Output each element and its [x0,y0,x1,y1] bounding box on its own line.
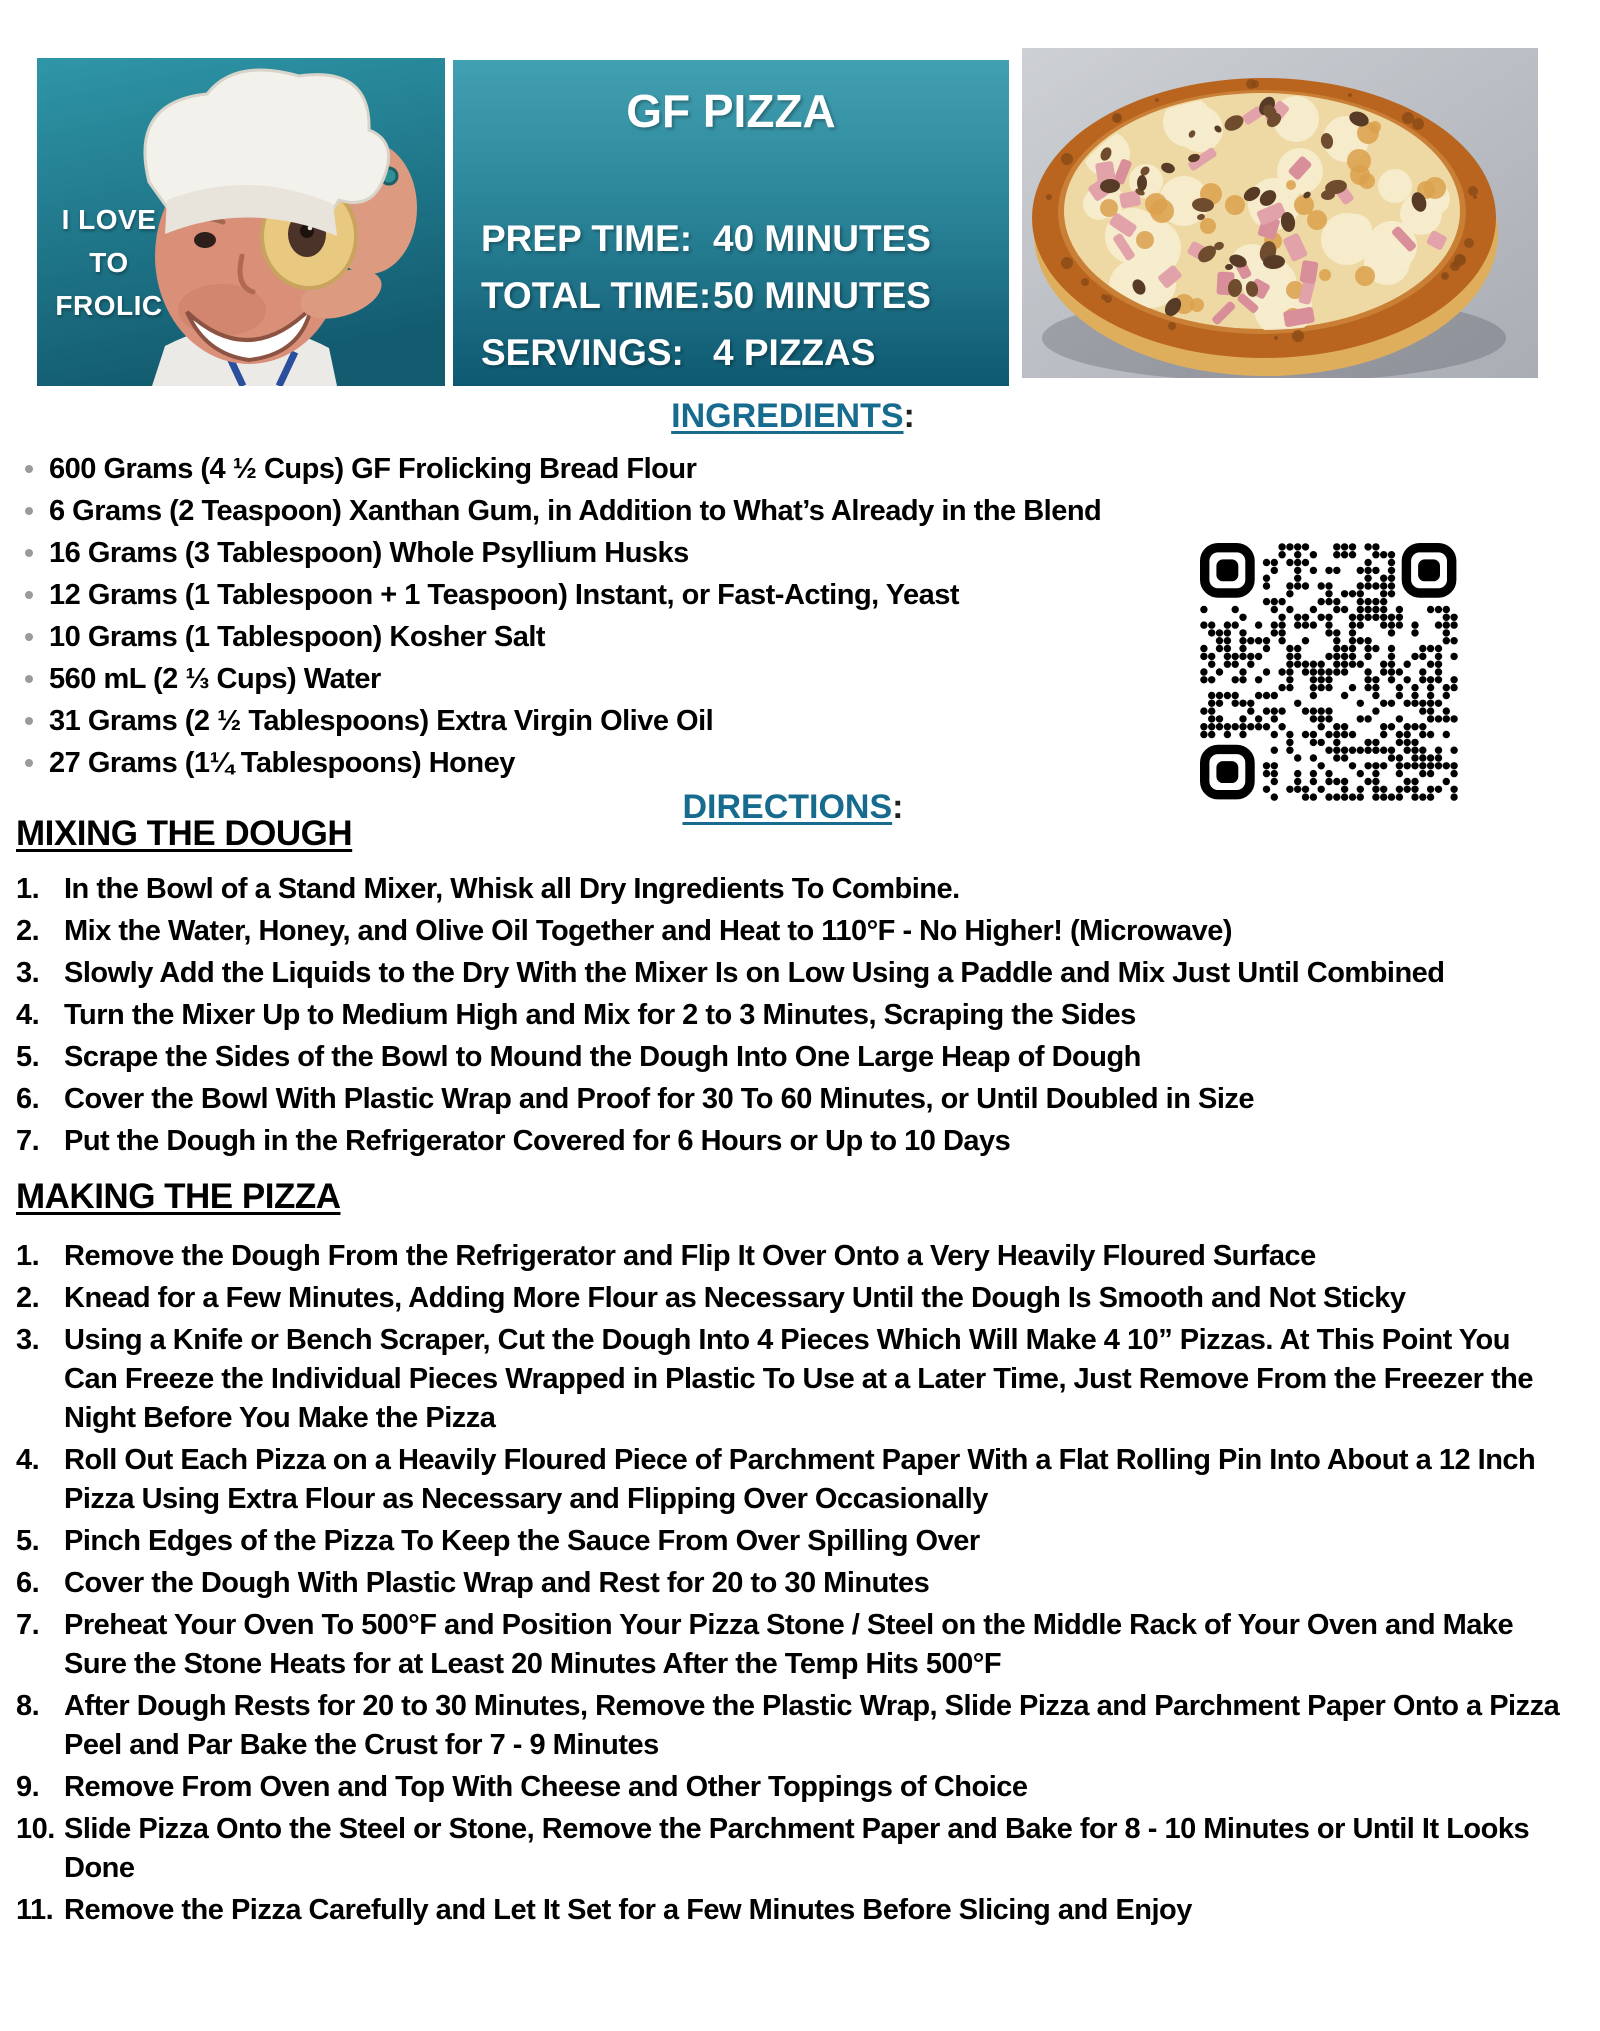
recipe-body [16,396,1570,1933]
ingredient-item [16,532,1570,574]
meta-label: TOTAL TIME: [481,275,712,316]
direction-step: Cover the Dough With Plastic Wrap and Rest for 20 to 30 Minutes [64,1567,930,1599]
ingredient-text: 27 Grams (1¼ Tablespoons) Honey [49,747,515,779]
caption-line-2: TO [89,247,129,278]
bullet-dot-icon [25,591,33,599]
meta-row [481,267,999,324]
directions-heading-text: DIRECTIONS [682,788,893,826]
bullet-dot-icon [25,675,33,683]
ingredient-item [16,490,1570,532]
direction-step: After Dough Rests for 20 to 30 Minutes, Remove the Plastic Wrap, Slide Pizza and Parchment Paper Onto a Pizza Peel and Par Bake the Crust for 7 - 9 Minutes [64,1690,1560,1761]
direction-step: Remove From Oven and Top With Cheese and Other Toppings of Choice [64,1771,1028,1803]
ingredient-item [16,658,1570,700]
ingredient-item [16,574,1570,616]
bullet-dot-icon [25,717,33,725]
photo-caption [45,198,173,327]
ingredient-text: 31 Grams (2 ½ Tablespoons) Extra Virgin Olive Oil [49,705,714,737]
ingredient-item [16,448,1570,490]
direction-step: Cover the Bowl With Plastic Wrap and Proof for 30 To 60 Minutes, or Until Doubled in Size [64,1083,1255,1115]
meta-label: PREP TIME: [481,218,693,259]
meta-value: 50 MINUTES [713,275,931,316]
section-heading-making: MAKING THE PIZZA [16,1177,341,1216]
direction-step: Scrape the Sides of the Bowl to Mound the Dough Into One Large Heap of Dough [64,1041,1141,1073]
directions-heading-row [16,788,1570,853]
bullet-dot-icon [25,633,33,641]
direction-step: Turn the Mixer Up to Medium High and Mix for 2 to 3 Minutes, Scraping the Sides [64,999,1136,1031]
ingredient-text: 10 Grams (1 Tablespoon) Kosher Salt [49,621,546,653]
direction-step: Remove the Pizza Carefully and Let It Set for a Few Minutes Before Slicing and Enjoy [64,1894,1192,1926]
direction-step: Using a Knife or Bench Scraper, Cut the Dough Into 4 Pieces Which Will Make 4 10” Pizzas. At This Point You Can Freeze the Individual Pieces Wrapped in Plastic To Use at a Later Time, Just Remove From the Freezer the Night Before You Make the Pizza [64,1324,1533,1434]
direction-step: Slide Pizza Onto the Steel or Stone, Remove the Parchment Paper and Bake for 8 - 10 Minutes or Until It Looks Done [64,1813,1530,1884]
direction-step: Slowly Add the Liquids to the Dry With the Mixer Is on Low Using a Paddle and Mix Just Until Combined [64,957,1445,989]
meta-row [481,210,999,267]
directions-heading-colon: : [892,788,904,826]
direction-step: Pinch Edges of the Pizza To Keep the Sauce From Over Spilling Over [64,1525,980,1557]
ingredients-list [16,448,1570,784]
caption-line-1: I LOVE [61,204,157,235]
bullet-dot-icon [25,759,33,767]
ingredient-text: 12 Grams (1 Tablespoon + 1 Teaspoon) Instant, or Fast-Acting, Yeast [49,579,960,611]
ingredient-text: 560 mL (2 ⅓ Cups) Water [49,663,381,695]
recipe-title: GF PIZZA [626,85,836,137]
direction-step: Knead for a Few Minutes, Adding More Flour as Necessary Until the Dough Is Smooth and Not Sticky [64,1282,1406,1314]
direction-step: Mix the Water, Honey, and Olive Oil Together and Heat to 110°F - No Higher! (Microwave) [64,915,1233,947]
bullet-dot-icon [25,549,33,557]
chef-with-dough-ring-photo [37,58,445,386]
ingredient-item [16,616,1570,658]
ingredient-item [16,742,1570,784]
meta-value: 4 PIZZAS [713,332,876,373]
meta-value: 40 MINUTES [713,218,931,259]
meta-label: SERVINGS: [481,332,684,373]
ingredients-heading [16,396,1570,436]
ingredient-text: 16 Grams (3 Tablespoon) Whole Psyllium Husks [49,537,689,569]
direction-step: Remove the Dough From the Refrigerator and Flip It Over Onto a Very Heavily Floured Surface [64,1240,1316,1272]
direction-step: In the Bowl of a Stand Mixer, Whisk all Dry Ingredients To Combine. [64,873,960,905]
direction-step: Roll Out Each Pizza on a Heavily Floured Piece of Parchment Paper With a Flat Rolling Pin Into About a 12 Inch Pizza Using Extra Flour as Necessary and Flipping Over Occasionally [64,1444,1536,1515]
caption-line-3: FROLIC [55,290,163,321]
direction-step: Put the Dough in the Refrigerator Covered for 6 Hours or Up to 10 Days [64,1125,1011,1157]
bullet-dot-icon [25,507,33,515]
mixing-steps-list [16,870,1570,1161]
recipe-meta [481,210,999,381]
ingredient-item [16,700,1570,742]
pizza-illustration [1022,48,1538,378]
bullet-dot-icon [25,465,33,473]
direction-step: Preheat Your Oven To 500°F and Position Your Pizza Stone / Steel on the Middle Rack of Your Oven and Make Sure the Stone Heats for at Least 20 Minutes After the Temp Hits 500°F [64,1609,1514,1680]
ingredient-text: 600 Grams (4 ½ Cups) GF Frolicking Bread Flour [49,453,697,485]
meta-row [481,324,999,381]
recipe-header-box [453,60,1009,386]
ingredients-heading-colon: : [903,397,915,435]
ingredients-heading-text: INGREDIENTS [671,397,904,435]
baked-pizza-photo [1022,48,1538,378]
making-steps-list [16,1237,1570,1930]
ingredient-text: 6 Grams (2 Teaspoon) Xanthan Gum, in Addition to What’s Already in the Blend [49,495,1102,527]
section-heading-mixing: MIXING THE DOUGH [16,814,353,853]
